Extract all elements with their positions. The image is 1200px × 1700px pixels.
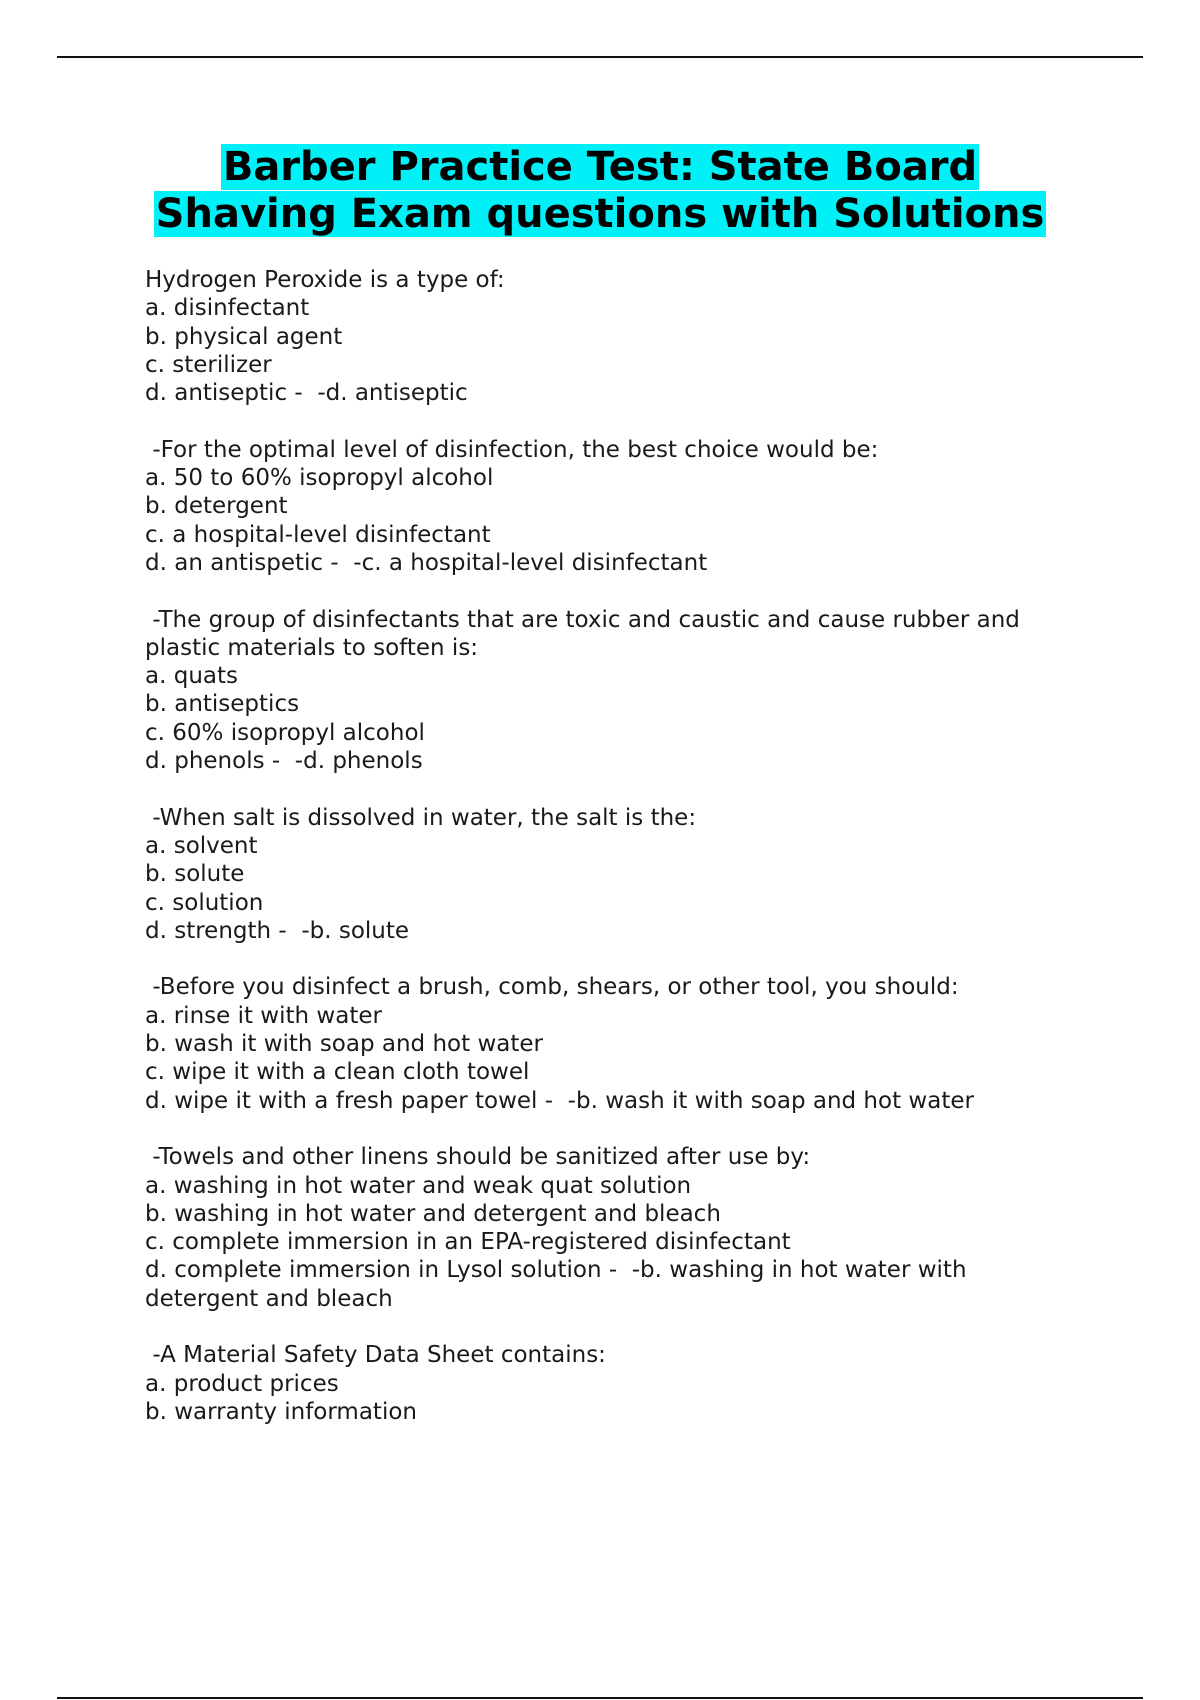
question-block bbox=[145, 1143, 1085, 1313]
answer-option: d. phenols - -d. phenols bbox=[145, 748, 423, 775]
question-block bbox=[145, 804, 1085, 945]
question-block bbox=[145, 1341, 1085, 1426]
document-title bbox=[0, 144, 1200, 238]
question-block bbox=[145, 973, 1085, 1114]
bottom-rule bbox=[57, 1697, 1143, 1699]
question-block bbox=[145, 266, 1085, 407]
title-line-1: Barber Practice Test: State Board bbox=[222, 144, 978, 190]
answer-option: d. complete immersion in Lysol solution - -b. washing in hot water with detergent and bleach bbox=[145, 1257, 974, 1312]
answer-option: a. washing in hot water and weak quat solution bbox=[145, 1172, 692, 1199]
answer-option: a. quats bbox=[145, 663, 238, 690]
title-line-2: Shaving Exam questions with Solutions bbox=[155, 191, 1045, 237]
answer-option: c. solution bbox=[145, 889, 264, 916]
question-text: -Towels and other linens should be sanitized after use by: bbox=[145, 1144, 811, 1171]
answer-option: b. antiseptics bbox=[145, 691, 300, 718]
question-block bbox=[145, 436, 1085, 577]
answer-option: b. washing in hot water and detergent and bleach bbox=[145, 1200, 721, 1227]
answer-option: b. physical agent bbox=[145, 323, 343, 350]
answer-option: c. sterilizer bbox=[145, 351, 272, 378]
answer-option: c. 60% isopropyl alcohol bbox=[145, 719, 425, 746]
question-text: -A Material Safety Data Sheet contains: bbox=[145, 1342, 606, 1369]
answer-option: a. solvent bbox=[145, 832, 258, 859]
question-text: -The group of disinfectants that are toxic and caustic and cause rubber and plastic materials to soften is: bbox=[145, 606, 1028, 661]
answer-option: b. solute bbox=[145, 861, 245, 888]
answer-option: d. strength - -b. solute bbox=[145, 917, 410, 944]
top-rule bbox=[57, 56, 1143, 58]
question-list bbox=[145, 266, 1085, 1454]
answer-option: d. wipe it with a fresh paper towel - -b. wash it with soap and hot water bbox=[145, 1087, 974, 1114]
answer-option: a. disinfectant bbox=[145, 295, 310, 322]
answer-option: c. a hospital-level disinfectant bbox=[145, 521, 491, 548]
question-text: Hydrogen Peroxide is a type of: bbox=[145, 267, 505, 293]
answer-option: d. antiseptic - -d. antiseptic bbox=[145, 380, 468, 407]
answer-option: a. rinse it with water bbox=[145, 1002, 382, 1029]
question-text: -Before you disinfect a brush, comb, shears, or other tool, you should: bbox=[145, 974, 959, 1001]
answer-option: b. warranty information bbox=[145, 1398, 417, 1425]
answer-option: c. complete immersion in an EPA-registered disinfectant bbox=[145, 1229, 791, 1256]
answer-option: b. wash it with soap and hot water bbox=[145, 1031, 543, 1058]
answer-option: c. wipe it with a clean cloth towel bbox=[145, 1059, 530, 1086]
answer-option: a. product prices bbox=[145, 1370, 339, 1397]
answer-option: a. 50 to 60% isopropyl alcohol bbox=[145, 465, 494, 492]
question-text: -When salt is dissolved in water, the salt is the: bbox=[145, 804, 697, 831]
question-block bbox=[145, 606, 1085, 776]
question-text: -For the optimal level of disinfection, the best choice would be: bbox=[145, 436, 879, 463]
answer-option: d. an antispetic - -c. a hospital-level disinfectant bbox=[145, 549, 708, 576]
answer-option: b. detergent bbox=[145, 493, 288, 520]
